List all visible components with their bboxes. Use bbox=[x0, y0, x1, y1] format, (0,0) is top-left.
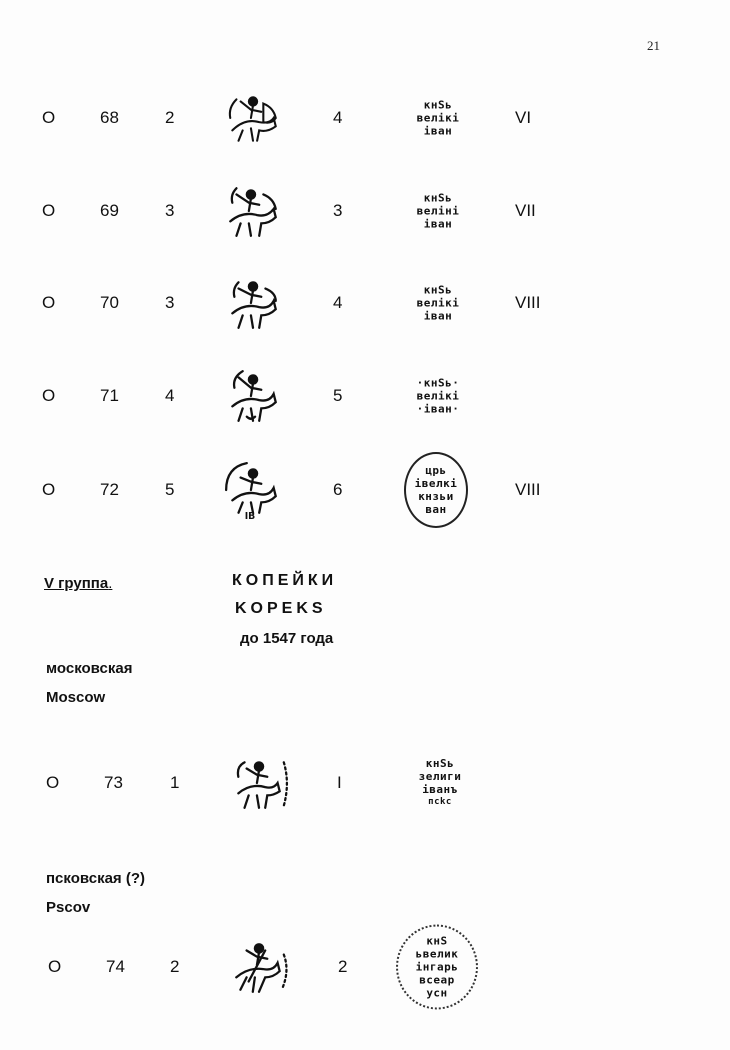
legend-line: велікі bbox=[416, 389, 460, 403]
entry-die: 4 bbox=[333, 293, 343, 312]
legend-line: інгарь bbox=[415, 960, 459, 974]
entry-o: O bbox=[42, 201, 56, 220]
reverse-legend bbox=[398, 452, 478, 528]
legend-border bbox=[404, 452, 468, 528]
entry-die: 4 bbox=[333, 108, 343, 127]
entry-weight: 5 bbox=[165, 480, 175, 499]
entry-weight: 1 bbox=[170, 773, 180, 792]
rider-obverse-icon bbox=[222, 180, 284, 242]
group-label-suffix: . bbox=[108, 575, 113, 592]
entry-weight: 2 bbox=[170, 957, 180, 976]
rider-obverse-icon bbox=[228, 936, 290, 998]
legend-line: кнЅ bbox=[426, 934, 448, 948]
entry-type: VIII bbox=[515, 480, 541, 499]
section-date: до 1547 года bbox=[240, 630, 334, 647]
entry-o: O bbox=[42, 386, 56, 405]
legend-line: ·кнЅь· bbox=[416, 376, 460, 390]
legend-line: ван bbox=[425, 503, 447, 516]
rider-obverse-icon bbox=[222, 459, 284, 521]
region-pskov-ru: псковская (?) bbox=[46, 870, 145, 887]
rider-obverse-icon bbox=[222, 87, 284, 149]
legend-border bbox=[396, 925, 478, 1010]
reverse-legend bbox=[396, 925, 476, 1010]
coin-entry-71 bbox=[0, 356, 730, 436]
entry-number: 71 bbox=[100, 386, 119, 405]
entry-die: 5 bbox=[333, 386, 343, 405]
reverse-legend bbox=[400, 757, 480, 809]
entry-number: 70 bbox=[100, 293, 119, 312]
legend-line: усн bbox=[426, 986, 448, 1000]
legend-line: іван bbox=[423, 217, 453, 231]
entry-type: VII bbox=[515, 201, 536, 220]
coin-entry-70 bbox=[0, 263, 730, 343]
coin-entry-69 bbox=[0, 171, 730, 251]
legend-line: івелкі bbox=[414, 477, 458, 490]
legend-line: ·іван· bbox=[416, 402, 460, 416]
reverse-legend bbox=[398, 99, 478, 138]
legend-line: велікі bbox=[416, 111, 460, 125]
entry-weight: 4 bbox=[165, 386, 175, 405]
legend-line: псkс bbox=[428, 797, 452, 807]
rider-obverse-icon bbox=[222, 272, 284, 334]
section-title-ru: КОПЕЙКИ bbox=[232, 572, 338, 589]
legend-line: веліні bbox=[416, 204, 460, 218]
entry-weight: 3 bbox=[165, 201, 175, 220]
coin-entry-68 bbox=[0, 78, 730, 158]
entry-weight: 2 bbox=[165, 108, 175, 127]
entry-die: 6 bbox=[333, 480, 343, 499]
legend-line: кнЅь bbox=[425, 757, 455, 770]
rider-obverse-icon bbox=[222, 365, 284, 427]
entry-number: 68 bbox=[100, 108, 119, 127]
entry-type: VIII bbox=[515, 293, 541, 312]
entry-o: O bbox=[48, 957, 62, 976]
legend-line: кнЅь bbox=[423, 191, 453, 205]
legend-line: ьвелик bbox=[415, 947, 459, 961]
legend-line: зелиги bbox=[418, 770, 462, 783]
reverse-legend bbox=[398, 377, 478, 416]
legend-line: кнЅь bbox=[423, 283, 453, 297]
reverse-legend bbox=[398, 192, 478, 231]
entry-number: 69 bbox=[100, 201, 119, 220]
legend-line: кнзьи bbox=[418, 490, 454, 503]
region-moscow-ru: московская bbox=[46, 660, 133, 677]
coin-entry-73 bbox=[0, 743, 730, 823]
group-label-text: V группа bbox=[44, 575, 109, 592]
section-title-en: KOPEKS bbox=[235, 600, 327, 617]
entry-number: 73 bbox=[104, 773, 123, 792]
coin-entry-74 bbox=[0, 927, 730, 1007]
entry-o: O bbox=[42, 480, 56, 499]
legend-line: црь bbox=[425, 464, 447, 477]
legend-line: кнЅь bbox=[423, 98, 453, 112]
entry-o: O bbox=[42, 108, 56, 127]
entry-number: 74 bbox=[106, 957, 125, 976]
entry-die: I bbox=[337, 773, 342, 792]
svg-text:IB: IB bbox=[244, 510, 256, 521]
entry-weight: 3 bbox=[165, 293, 175, 312]
coin-entry-72 bbox=[0, 450, 730, 530]
entry-type: VI bbox=[515, 108, 532, 127]
entry-o: O bbox=[42, 293, 56, 312]
entry-o: O bbox=[46, 773, 60, 792]
entry-number: 72 bbox=[100, 480, 119, 499]
legend-line: велікі bbox=[416, 296, 460, 310]
legend-line: іван bbox=[423, 124, 453, 138]
rider-obverse-icon bbox=[228, 752, 290, 814]
region-moscow-en: Moscow bbox=[46, 689, 106, 706]
entry-die: 2 bbox=[338, 957, 348, 976]
legend-line: іванъ bbox=[422, 783, 458, 796]
legend-line: всеар bbox=[419, 973, 455, 987]
group-label bbox=[44, 575, 112, 592]
reverse-legend bbox=[398, 284, 478, 323]
page-number: 21 bbox=[647, 38, 660, 53]
region-pskov-en: Pscov bbox=[46, 899, 91, 916]
legend-line: іван bbox=[423, 309, 453, 323]
entry-die: 3 bbox=[333, 201, 343, 220]
